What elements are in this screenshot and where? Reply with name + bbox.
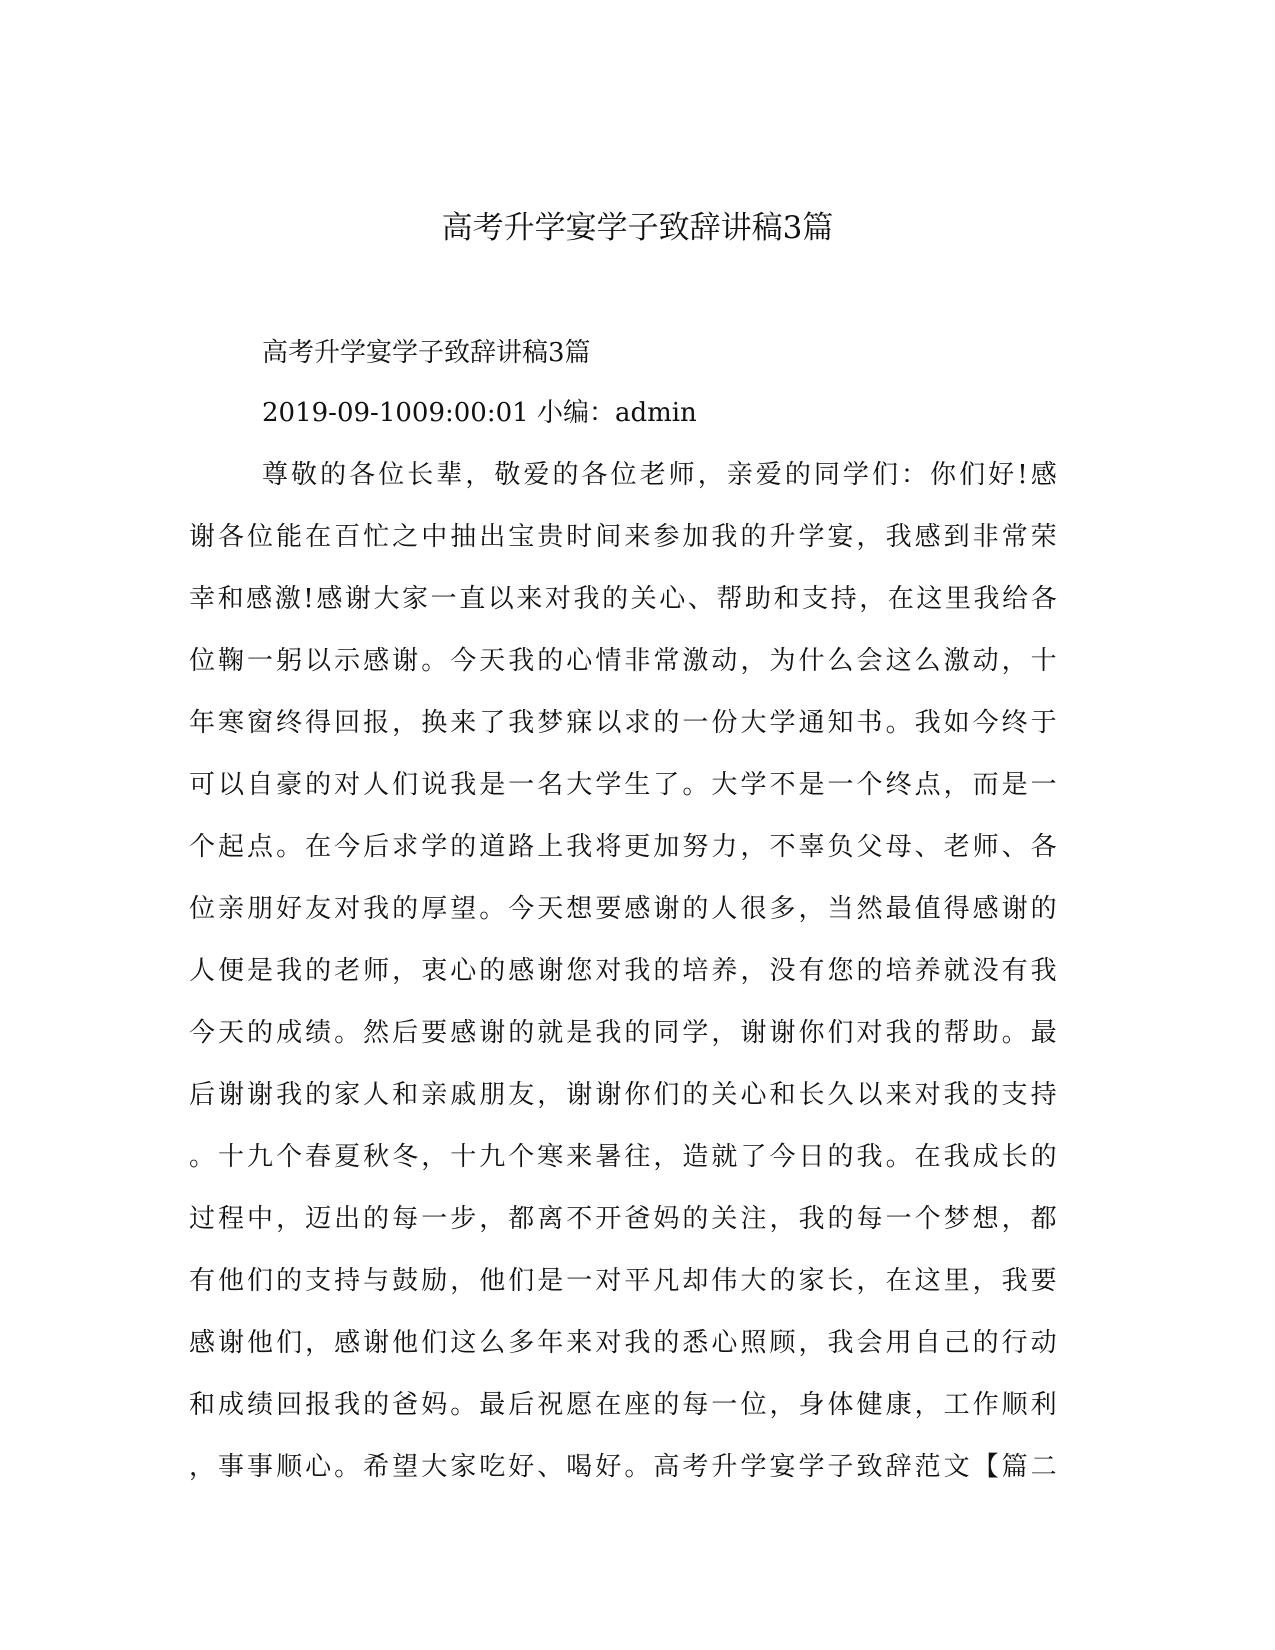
body-line: 个起点。在今后求学的道路上我将更加努力，不辜负父母、老师、各 <box>189 832 1059 862</box>
article-date-author: 2019-09-1009:00:01 小编：admin <box>262 398 697 428</box>
body-line: 年寒窗终得回报，换来了我梦寐以求的一份大学通知书。我如今终于 <box>189 708 1059 738</box>
document-title: 高考升学宴学子致辞讲稿3篇 <box>441 210 834 246</box>
body-line: 感谢他们，感谢他们这么多年来对我的悉心照顾，我会用自己的行动 <box>189 1328 1059 1358</box>
body-line: ，事事顺心。希望大家吃好、喝好。高考升学宴学子致辞范文【篇二 <box>189 1452 1059 1482</box>
body-line: 今天的成绩。然后要感谢的就是我的同学，谢谢你们对我的帮助。最 <box>189 1018 1059 1048</box>
body-line: 谢各位能在百忙之中抽出宝贵时间来参加我的升学宴，我感到非常荣 <box>189 522 1059 552</box>
body-line: 位亲朋好友对我的厚望。今天想要感谢的人很多，当然最值得感谢的 <box>189 894 1059 924</box>
body-line: 幸和感激!感谢大家一直以来对我的关心、帮助和支持，在这里我给各 <box>189 584 1059 614</box>
body-line: 后谢谢我的家人和亲戚朋友，谢谢你们的关心和长久以来对我的支持 <box>189 1080 1059 1110</box>
article-title: 高考升学宴学子致辞讲稿3篇 <box>262 338 591 368</box>
body-line: 。十九个春夏秋冬，十九个寒来暑往，造就了今日的我。在我成长的 <box>189 1142 1059 1172</box>
body-line: 有他们的支持与鼓励，他们是一对平凡却伟大的家长，在这里，我要 <box>189 1266 1059 1296</box>
body-line: 可以自豪的对人们说我是一名大学生了。大学不是一个终点，而是一 <box>189 770 1059 800</box>
body-line: 人便是我的老师，衷心的感谢您对我的培养，没有您的培养就没有我 <box>189 956 1059 986</box>
body-line: 和成绩回报我的爸妈。最后祝愿在座的每一位，身体健康，工作顺利 <box>189 1390 1059 1420</box>
body-line: 过程中，迈出的每一步，都离不开爸妈的关注，我的每一个梦想，都 <box>189 1204 1059 1234</box>
article-body <box>189 455 1059 1509</box>
body-line: 尊敬的各位长辈，敬爱的各位老师，亲爱的同学们：你们好!感 <box>262 460 1059 490</box>
body-line: 位鞠一躬以示感谢。今天我的心情非常激动，为什么会这么激动，十 <box>189 646 1059 676</box>
